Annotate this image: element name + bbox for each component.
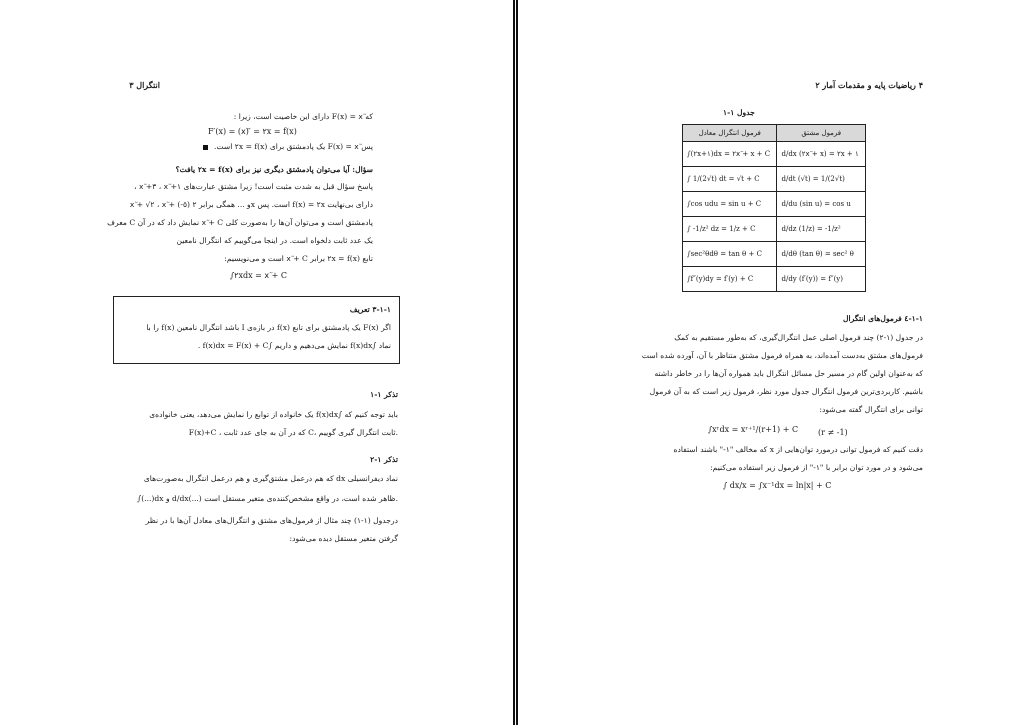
right-page bbox=[516, 0, 1026, 725]
table-cell: ∫ -1/z² dz = 1/z + C bbox=[683, 217, 777, 242]
left-answer-4: یک عدد ثابت دلخواه است. در اینجا می‌گوییم که انتگرال نامعین bbox=[176, 236, 373, 245]
left-formula-derivative: F′(x) = (xٓ)′ = ٢x = f(x) bbox=[208, 127, 297, 136]
section-title: ١-١-٤ فرمول‌های انتگرال bbox=[843, 314, 923, 323]
left-answer-5: تابع f(x) = ٢x برابر xٓ + C است و می‌نویسیم: bbox=[224, 254, 373, 263]
left-line-1: که F(x) = xٓ دارای این خاصیت است، زیرا : bbox=[233, 112, 373, 121]
left-answer-1: پاسخ سؤال قبل به شدت مثبت است! زیرا مشتق عبارت‌های ١+ xٓ ، ٣+ xٓ ، bbox=[134, 182, 373, 191]
left-question: سؤال: آیا می‌توان پادمشتق دیگری نیز برای f(x) = ٢x یافت؟ bbox=[175, 165, 373, 174]
para-1-line-5: توانی برای انتگرال گفته می‌شود: bbox=[819, 405, 923, 414]
table-cell: d/dy (f′(y)) = f″(y) bbox=[777, 267, 866, 292]
right-page-header: ۴ ریاضیات پایه و مقدمات آمار ۲ bbox=[815, 80, 923, 90]
para-1-line-3: که به‌عنوان اولین گام در مسیر حل مسائل انتگرال باید همواره آن‌ها را در خاطر داشته bbox=[654, 369, 923, 378]
table-cell: ∫(٢x+١)dx = ٢xٓ + x + C bbox=[683, 142, 777, 167]
definition-line-1: اگر F(x) یک پادمشتق برای تابع f(x) در بازه‌ی I باشد انتگرال نامعین f(x) را با bbox=[146, 323, 391, 332]
table-cell: d/dθ (tan θ) = sec² θ bbox=[777, 242, 866, 267]
log-rule-formula: ∫ dx/x = ∫x⁻¹dx = ln|x| + C bbox=[723, 481, 832, 490]
table-row bbox=[683, 267, 866, 292]
power-rule-condition: (r ≠ -1) bbox=[818, 428, 848, 437]
table-cell: d/du (sin u) = cos u bbox=[777, 192, 866, 217]
para-2-line-2: می‌شود و در مورد توان برابر با "١-" از فرمول زیر استفاده می‌کنیم: bbox=[710, 463, 923, 472]
para-2-line-1: دقت کنیم که فرمول توانی درمورد توان‌هایی از x که مخالف "١-" باشند استفاده bbox=[673, 445, 923, 454]
para-1-line-1: در جدول (١-٢) چند فرمول اصلی عمل انتگرال‌گیری، که به‌طور مستقیم به کمک bbox=[674, 333, 923, 342]
power-rule-formula: ∫xʳdx = xʳ⁺¹/(r+1) + C bbox=[708, 425, 799, 434]
table-cell: ∫f″(y)dy = f′(y) + C bbox=[683, 267, 777, 292]
table-cell: d/dx (٢xٓ + x) = ٢x + ١ bbox=[777, 142, 866, 167]
table-cell: d/dt (√t) = 1/(2√t) bbox=[777, 167, 866, 192]
note-1-title: تذکر ١-١ bbox=[370, 390, 398, 399]
table-header-row bbox=[683, 125, 866, 142]
note-2-title: تذکر ١-٢ bbox=[370, 455, 398, 464]
table-row bbox=[683, 192, 866, 217]
definition-box bbox=[113, 296, 400, 364]
table-cell: d/dz (1/z) = -1/z² bbox=[777, 217, 866, 242]
definition-line-2: نماد ∫f(x)dx نمایش می‌دهیم و داریم ∫f(x)dx = F(x) + C . bbox=[197, 341, 391, 350]
table-header-integral: فرمول انتگرال معادل bbox=[683, 125, 777, 142]
definition-title: ١-١-٣ تعریف bbox=[349, 305, 391, 314]
formula-table bbox=[682, 124, 866, 292]
note-1-line-2: F(x)+C ، که در آن به جای عدد ثابت C، ثابت انتگرال گیری گوییم. bbox=[188, 428, 398, 437]
left-line-3: پس F(x) = xٓ یک پادمشتق برای f(x) = ٢x است. bbox=[203, 142, 373, 152]
note-2-line-3: درجدول (١-١) چند مثال از فرمول‌های مشتق و انتگرال‌های معادل آن‌ها با در نظر bbox=[145, 516, 398, 525]
table-cell: ∫ 1/(2√t) dt = √t + C bbox=[683, 167, 777, 192]
table-header-derivative: فرمول مشتق bbox=[777, 125, 866, 142]
left-answer-3: پادمشتق است و می‌توان آن‌ها را به‌صورت کلی xٓ + C نمایش داد که در آن C معرف bbox=[107, 218, 373, 227]
note-2-line-1: نماد دیفرانسیلی dx که هم درعمل مشتق‌گیری و هم درعمل انتگرال به‌صورت‌های bbox=[143, 474, 398, 483]
left-answer-2: xٓ + √٢ ، xٓ + (-٥) و ... همگی برابر ٢x است. پس f(x) = ٢x دارای بی‌نهایت bbox=[129, 200, 373, 209]
table-cell: ∫sec²θdθ = tan θ + C bbox=[683, 242, 777, 267]
left-integral-example: ∫٢xdx = xٓ + C bbox=[230, 271, 288, 280]
para-1-line-4: باشیم. کاربردی‌ترین فرمول انتگرال جدول مورد نظر، فرمول زیر است که به آن فرمول bbox=[649, 387, 923, 396]
para-1-line-2: فرمول‌های مشتق به‌دست آمده‌اند، به همراه فرمول مشتق متناظر با آن، آورده شده است bbox=[641, 351, 923, 360]
note-2-line-4: گرفتن متغیر مستقل دیده می‌شود: bbox=[289, 534, 398, 543]
table-caption: جدول ١-١ bbox=[723, 108, 755, 117]
left-page-header: انتگرال ۳ bbox=[129, 80, 160, 90]
table-cell: ∫cos udu = sin u + C bbox=[683, 192, 777, 217]
table-row bbox=[683, 142, 866, 167]
table-row bbox=[683, 242, 866, 267]
note-1-line-1: باید توجه کنیم که ∫f(x)dx یک خانواده از توابع را نمایش می‌دهد، یعنی خانواده‌ی bbox=[149, 410, 398, 419]
table-row bbox=[683, 217, 866, 242]
table-row bbox=[683, 167, 866, 192]
end-proof-icon bbox=[203, 145, 208, 150]
note-2-line-2: ∫(...)dx و d/dx(...) ظاهر شده است، در واقع مشخص‌کننده‌ی متغیر مستقل است. bbox=[137, 494, 398, 503]
